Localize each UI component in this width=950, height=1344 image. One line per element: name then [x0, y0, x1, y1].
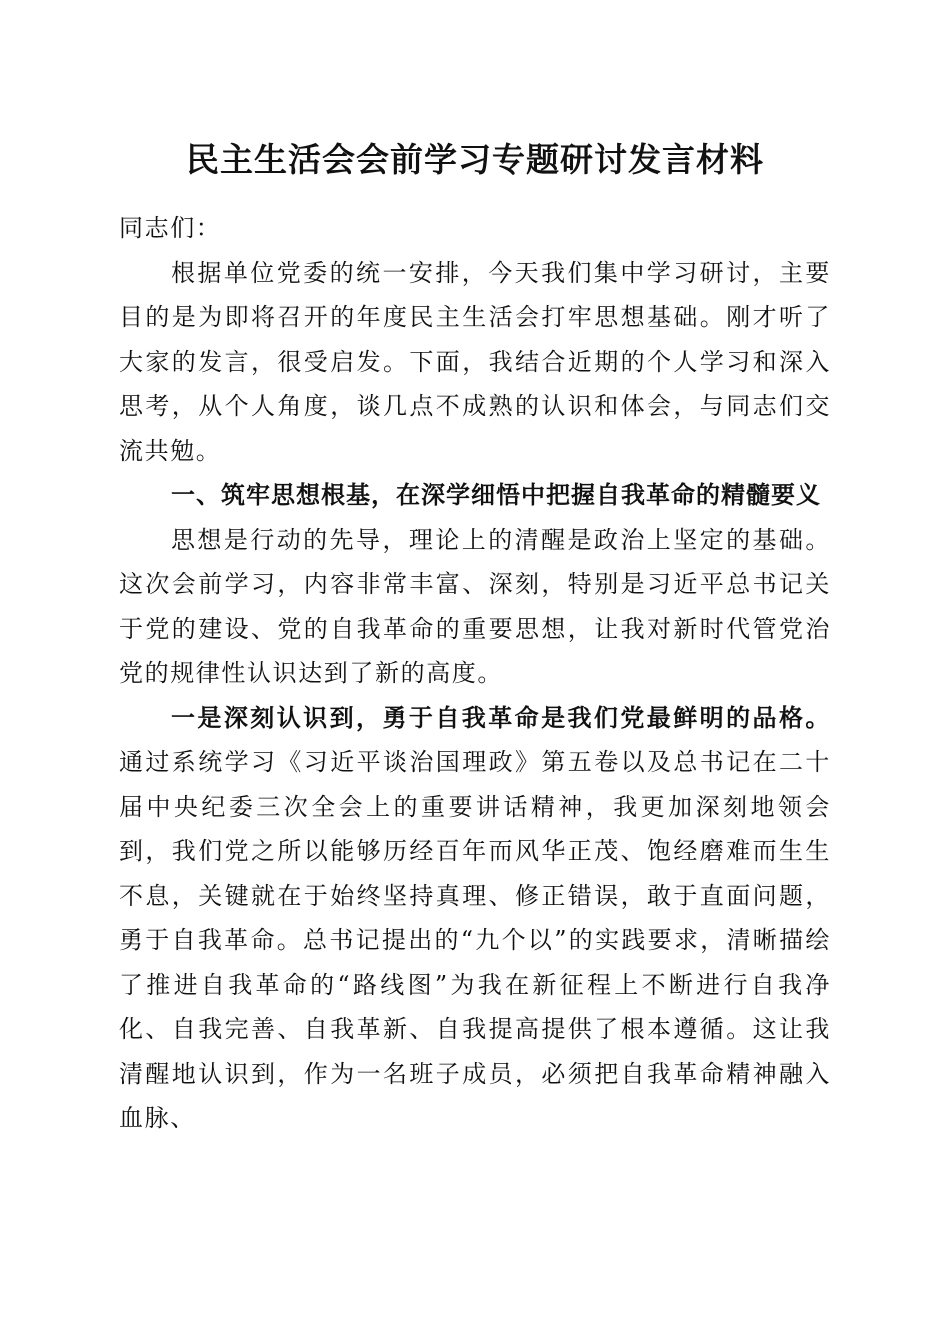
section-paragraph: 思想是行动的先导，理论上的清醒是政治上坚定的基础。这次会前学习，内容非常丰富、深刻，特别是习近平总书记关于党的建设、党的自我革命的重要思想，让我对新时代管党治党的规律性认识达到了新的高度。 [119, 525, 831, 687]
point-paragraph [119, 696, 831, 1141]
document-title: 民主生活会会前学习专题研讨发言材料 [186, 140, 764, 179]
section-heading: 一、筑牢思想根基，在深学细悟中把握自我革命的精髓要义 [171, 481, 821, 509]
document-body [119, 206, 831, 1141]
point-body: 通过系统学习《习近平谈治国理政》第五卷以及总书记在二十届中央纪委三次全会上的重要讲话精神，我更加深刻地领会到，我们党之所以能够历经百年而风华正茂、饱经磨难而生生不息，关键就在于始终坚持真理、修正错误，敢于直面问题，勇于自我革命。总书记提出的“九个以”的实践要求，清晰描绘了推进自我革命的“路线图”为我在新征程上不断进行自我净化、自我完善、自我革新、自我提高提供了根本遵循。这让我清醒地认识到，作为一名班子成员，必须把自我革命精神融入血脉、 [119, 748, 831, 1132]
salutation: 同志们： [119, 214, 222, 242]
intro-paragraph: 根据单位党委的统一安排，今天我们集中学习研讨，主要目的是为即将召开的年度民主生活会打牢思想基础。刚才听了大家的发言，很受启发。下面，我结合近期的个人学习和深入思考，从个人角度，谈几点不成熟的认识和体会，与同志们交流共勉。 [119, 258, 831, 465]
point-lead: 一是深刻认识到，勇于自我革命是我们党最鲜明的品格。 [171, 702, 831, 732]
